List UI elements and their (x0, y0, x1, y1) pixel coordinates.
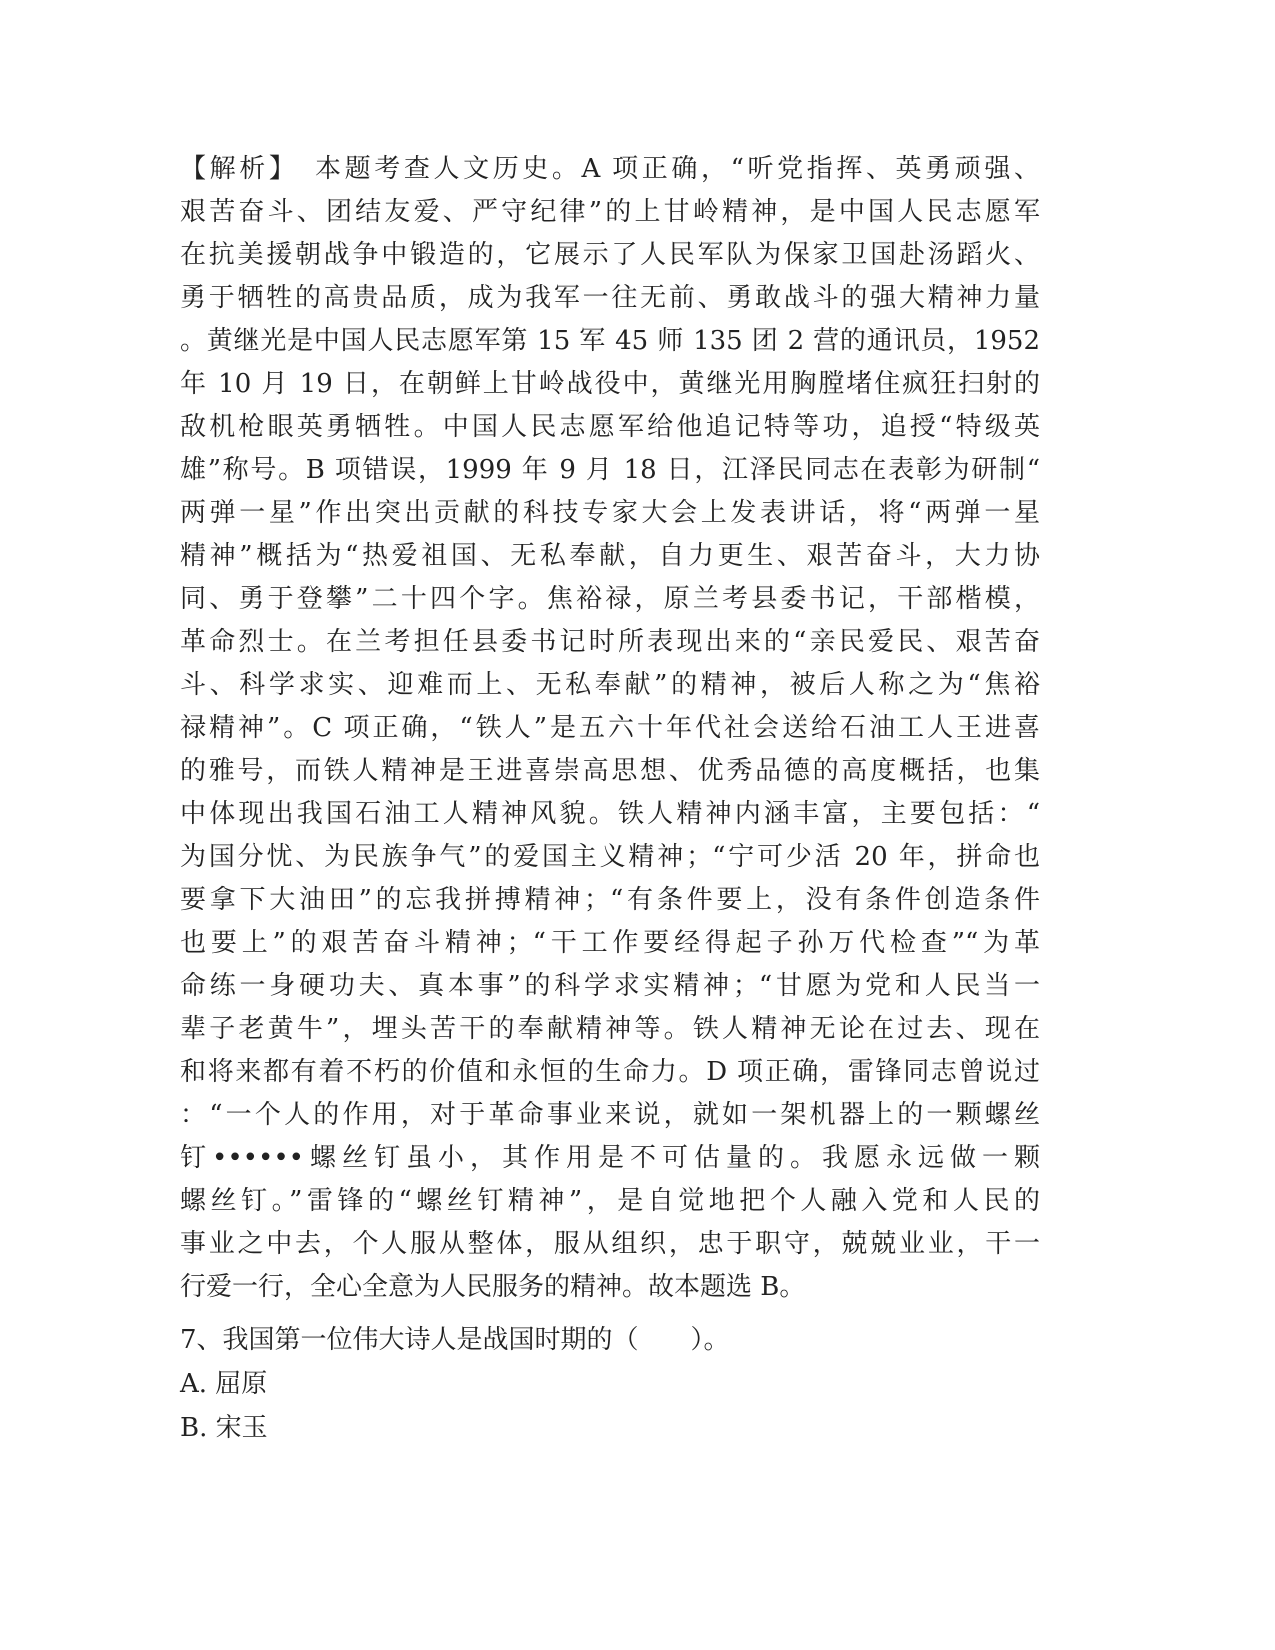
analysis-line: 禄精神”。C 项正确，“铁人”是五六十年代社会送给石油工人王进喜 (180, 713, 1040, 743)
analysis-line: 在抗美援朝战争中锻造的，它展示了人民军队为保家卫国赴汤蹈火、 (180, 240, 1040, 270)
analysis-line: 要拿下大油田”的忘我拼搏精神；“有条件要上，没有条件创造条件 (180, 885, 1040, 915)
analysis-line: 的雅号，而铁人精神是王进喜崇高思想、优秀品德的高度概括，也集 (180, 756, 1040, 786)
analysis-line: 敌机枪眼英勇牺牲。中国人民志愿军给他追记特等功，追授“特级英 (180, 412, 1040, 442)
analysis-paragraph (180, 148, 1040, 1309)
analysis-line: 艰苦奋斗、团结友爱、严守纪律”的上甘岭精神，是中国人民志愿军 (180, 197, 1040, 227)
analysis-line: 精神”概括为“热爱祖国、无私奉献，自力更生、艰苦奋斗，大力协 (180, 541, 1040, 571)
analysis-line: 辈子老黄牛”，埋头苦干的奉献精神等。铁人精神无论在过去、现在 (180, 1014, 1040, 1044)
analysis-line: 【解析】 本题考查人文历史。A 项正确，“听党指挥、英勇顽强、 (180, 154, 1040, 184)
analysis-line: 为国分忧、为民族争气”的爱国主义精神；“宁可少活 20 年，拼命也 (180, 842, 1040, 872)
analysis-line: 和将来都有着不朽的价值和永恒的生命力。D 项正确，雷锋同志曾说过 (180, 1057, 1040, 1087)
analysis-line: 螺丝钉。”雷锋的“螺丝钉精神”，是自觉地把个人融入党和人民的 (180, 1186, 1040, 1216)
analysis-line: 事业之中去，个人服从整体，服从组织，忠于职守，兢兢业业，干一 (180, 1229, 1040, 1259)
analysis-line: 也要上”的艰苦奋斗精神；“干工作要经得起子孙万代检查”“为革 (180, 928, 1040, 958)
analysis-line: 年 10 月 19 日，在朝鲜上甘岭战役中，黄继光用胸膛堵住疯狂扫射的 (180, 369, 1040, 399)
analysis-line: ：“一个人的作用，对于革命事业来说，就如一架机器上的一颗螺丝 (180, 1100, 1040, 1130)
question-stem: 7、我国第一位伟大诗人是战国时期的（ ）。 (180, 1325, 730, 1355)
analysis-line: 斗、科学求实、迎难而上、无私奉献”的精神，被后人称之为“焦裕 (180, 670, 1040, 700)
question-option-a: A. 屈原 (180, 1369, 268, 1399)
analysis-line: 命练一身硬功夫、真本事”的科学求实精神；“甘愿为党和人民当一 (180, 971, 1040, 1001)
question-block (180, 1318, 1040, 1450)
analysis-line: 雄”称号。B 项错误，1999 年 9 月 18 日，江泽民同志在表彰为研制“ (180, 455, 1040, 485)
analysis-line: 行爱一行，全心全意为人民服务的精神。故本题选 B。 (180, 1272, 806, 1302)
analysis-line: 同、勇于登攀”二十四个字。焦裕禄，原兰考县委书记，干部楷模， (180, 584, 1040, 614)
question-option-b: B. 宋玉 (180, 1413, 268, 1443)
analysis-line: 两弹一星”作出突出贡献的科技专家大会上发表讲话，将“两弹一星 (180, 498, 1040, 528)
analysis-line: 革命烈士。在兰考担任县委书记时所表现出来的“亲民爱民、艰苦奋 (180, 627, 1040, 657)
analysis-line: 钉••••••螺丝钉虽小，其作用是不可估量的。我愿永远做一颗 (180, 1143, 1040, 1173)
analysis-line: 。黄继光是中国人民志愿军第 15 军 45 师 135 团 2 营的通讯员，1952 (180, 326, 1040, 356)
analysis-line: 勇于牺牲的高贵品质，成为我军一往无前、勇敢战斗的强大精神力量 (180, 283, 1040, 313)
analysis-line: 中体现出我国石油工人精神风貌。铁人精神内涵丰富，主要包括：“ (180, 799, 1040, 829)
